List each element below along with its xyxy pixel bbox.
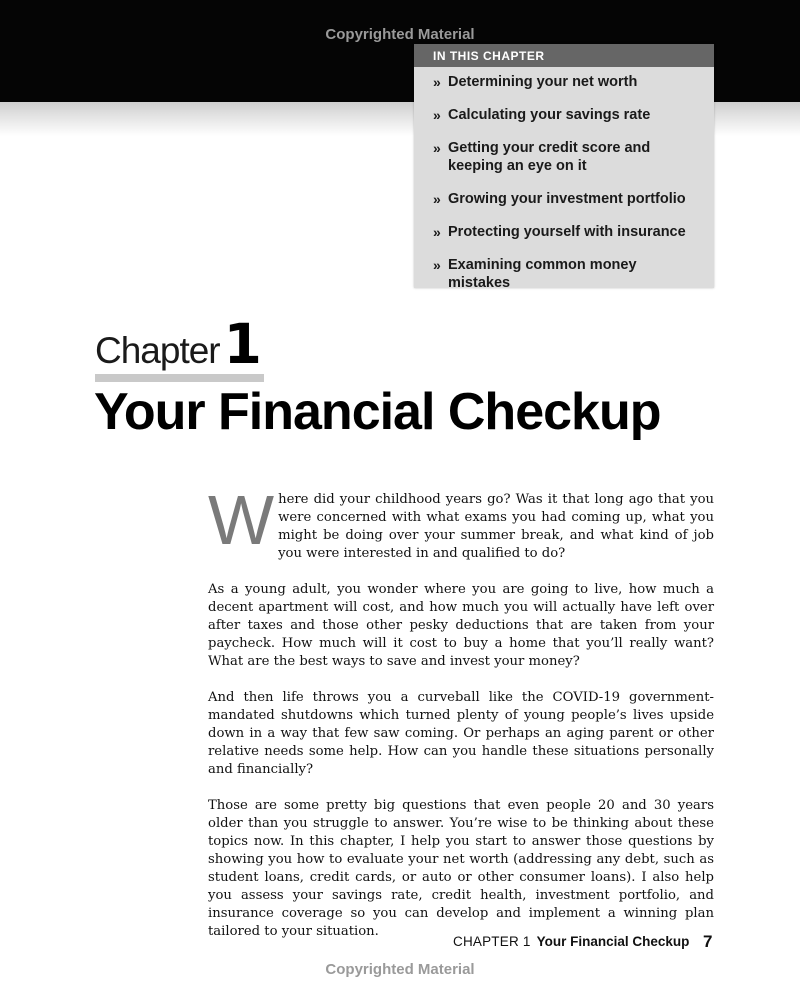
paragraph: Those are some pretty big questions that even people 20 and 30 years older than you struggle to answer. You’re wise to be thinking about these topics now. In this chapter, I help you start to answer those questions by showing you how to evaluate your net worth (addressing any debt, such as student loans, credit cards, or auto or other consumer loans). I also help you assess your savings rate, credit health, investment portfolio, and insurance coverage so you can develop and implement a winning plan tailored to your situation. — [208, 798, 714, 939]
footer-chapter-title: Your Financial Checkup — [536, 934, 690, 949]
chapter-topic — [433, 106, 702, 124]
running-footer — [453, 934, 689, 949]
chapter-topics-list — [414, 67, 714, 292]
bullet-icon: » — [433, 140, 441, 156]
paragraph — [208, 481, 714, 563]
bullet-icon: » — [433, 191, 441, 207]
watermark-bottom: Copyrighted Material — [325, 961, 475, 978]
chapter-topic-text: Growing your investment portfolio — [448, 191, 686, 207]
bullet-icon: » — [433, 74, 441, 90]
paragraph-text: here did your childhood years go? Was it that long ago that you were concerned with what exams you had coming up, what you might be doing over your summer break, and what kind of job you were interested in and qualified to do? — [278, 492, 714, 561]
watermark-top: Copyrighted Material — [325, 26, 475, 43]
chapter-number: 1 — [223, 312, 262, 376]
chapter-topic — [433, 223, 702, 241]
paragraph: And then life throws you a curveball like the COVID-19 government-mandated shutdowns which turned plenty of young people’s lives upside down in a way that few saw coming. Or perhaps an aging parent or other relative needs some help. How can you handle these situations personally and financially? — [208, 690, 714, 777]
bullet-icon: » — [433, 107, 441, 123]
bullet-icon: » — [433, 224, 441, 240]
chapter-title: Your Financial Checkup — [94, 383, 661, 441]
chapter-topic — [433, 256, 702, 292]
chapter-topic-text: Determining your net worth — [448, 74, 638, 90]
bullet-icon: » — [433, 257, 441, 273]
chapter-word: Chapter — [95, 330, 220, 371]
chapter-topic-text: Examining common money mistakes — [448, 257, 637, 291]
chapter-topic-text: Getting your credit score and keeping an eye on it — [448, 140, 651, 174]
chapter-topic — [433, 73, 702, 91]
in-this-chapter-box — [414, 44, 714, 291]
in-this-chapter-header: IN THIS CHAPTER — [414, 44, 714, 67]
body-text — [208, 481, 714, 959]
footer-chapter-label: CHAPTER 1 — [453, 934, 531, 949]
paragraph: As a young adult, you wonder where you are going to live, how much a decent apartment will cost, and how much you will actually have left over after taxes and those other pesky deductions that are taken from your paycheck. How much will it cost to buy a home that you’ll really want? What are the best ways to save and invest your money? — [208, 582, 714, 669]
chapter-topic — [433, 190, 702, 208]
chapter-topic-text: Protecting yourself with insurance — [448, 224, 686, 240]
page-number: 7 — [703, 932, 713, 951]
chapter-topic — [433, 139, 702, 175]
chapter-label — [95, 312, 264, 382]
chapter-topic-text: Calculating your savings rate — [448, 107, 651, 123]
drop-cap: W — [208, 481, 275, 559]
